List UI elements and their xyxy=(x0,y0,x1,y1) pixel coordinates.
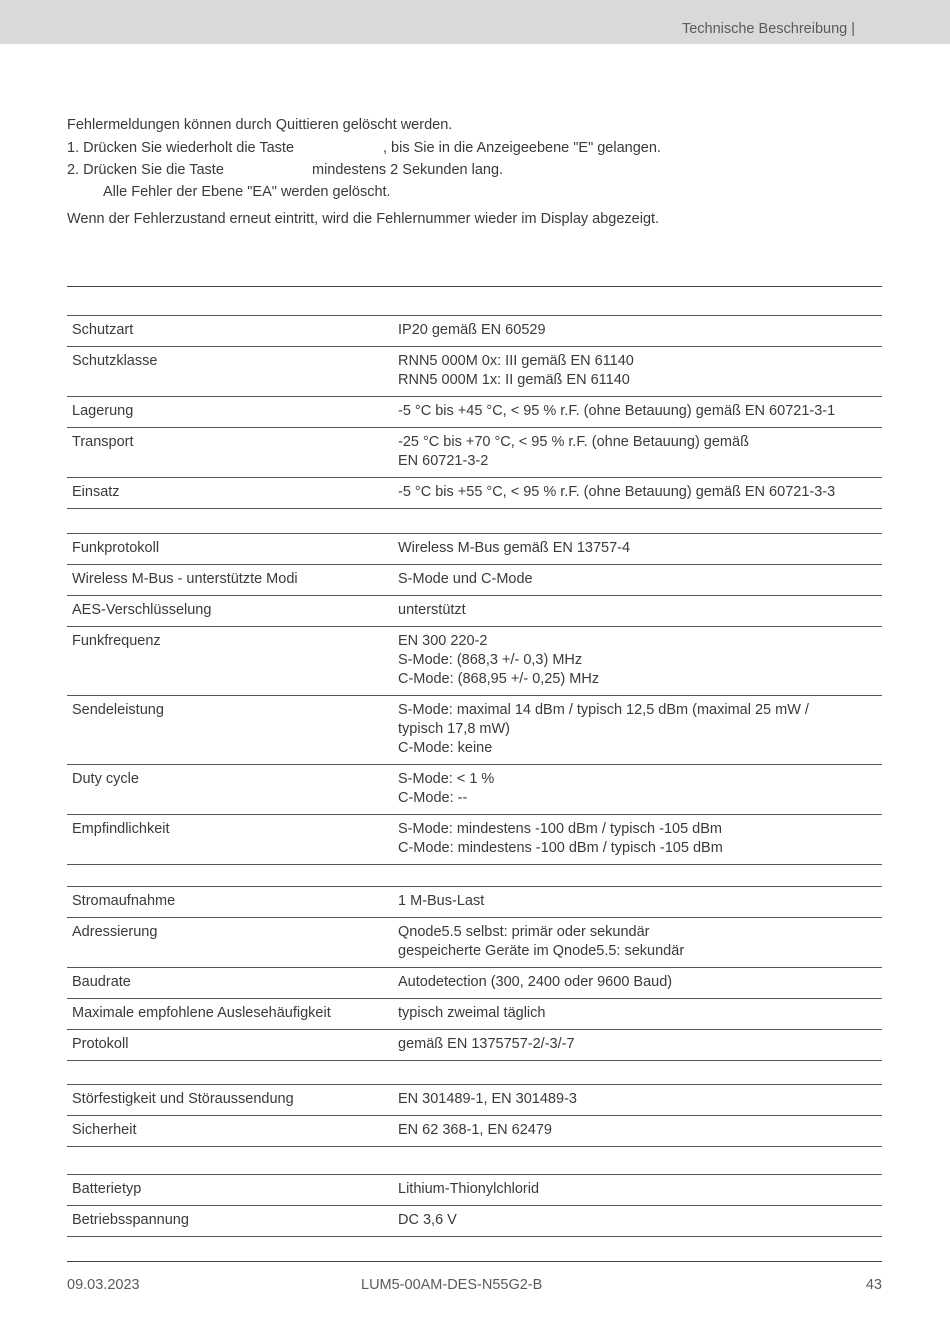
spec-label: Funkprotokoll xyxy=(67,534,393,565)
spec-row xyxy=(67,428,882,478)
spec-value xyxy=(393,534,882,565)
spec-row xyxy=(67,696,882,765)
spec-value-line: RNN5 000M 0x: III gemäß EN 61140 xyxy=(398,353,634,369)
spec-label: Störfestigkeit und Störaussendung xyxy=(67,1085,393,1116)
spec-value-line: Lithium-Thionylchlorid xyxy=(398,1181,540,1197)
spec-value xyxy=(393,815,882,865)
spec-label: Sendeleistung xyxy=(67,696,393,765)
spec-table-environment xyxy=(67,315,882,509)
spec-value xyxy=(393,765,882,815)
footer-divider xyxy=(67,1261,882,1262)
spec-label: Batterietyp xyxy=(67,1175,393,1206)
spec-value-line: -5 °C bis +55 °C, < 95 % r.F. (ohne Betauung) gemäß EN 60721-3-3 xyxy=(398,484,836,500)
spec-label: Sicherheit xyxy=(67,1116,393,1147)
footer-document-id: LUM5-00AM-DES-N55G2-B xyxy=(361,1277,543,1293)
spec-value xyxy=(393,596,882,627)
spec-value-line: gespeicherte Geräte im Qnode5.5: sekundär xyxy=(398,943,685,959)
spec-value xyxy=(393,627,882,696)
spec-value-line: RNN5 000M 1x: II gemäß EN 61140 xyxy=(398,372,630,388)
spec-value-line: EN 60721-3-2 xyxy=(398,453,489,469)
spec-value-line: IP20 gemäß EN 60529 xyxy=(398,322,546,338)
spec-label: Transport xyxy=(67,428,393,478)
spec-value xyxy=(393,316,882,347)
spec-row xyxy=(67,1116,882,1147)
step-2-result: Alle Fehler der Ebene "EA" werden gelöscht. xyxy=(103,184,391,200)
spec-label: Maximale empfohlene Auslesehäufigkeit xyxy=(67,999,393,1030)
spec-value-line: S-Mode: mindestens -100 dBm / typisch -105 dBm xyxy=(398,821,722,837)
spec-row xyxy=(67,765,882,815)
spec-value-line: EN 301489-1, EN 301489-3 xyxy=(398,1091,577,1107)
spec-table-battery xyxy=(67,1174,882,1237)
spec-value xyxy=(393,565,882,596)
spec-value-line: gemäß EN 1375757-2/-3/-7 xyxy=(398,1036,575,1052)
spec-row xyxy=(67,918,882,968)
spec-row xyxy=(67,1206,882,1237)
spec-row xyxy=(67,565,882,596)
spec-row xyxy=(67,627,882,696)
spec-value xyxy=(393,347,882,397)
spec-value-line: Autodetection (300, 2400 oder 9600 Baud) xyxy=(398,974,673,990)
spec-label: Adressierung xyxy=(67,918,393,968)
spec-value-line: S-Mode: (868,3 +/- 0,3) MHz xyxy=(398,652,583,668)
spec-value xyxy=(393,1116,882,1147)
spec-value xyxy=(393,918,882,968)
spec-value-line: Wireless M-Bus gemäß EN 13757-4 xyxy=(398,540,631,556)
spec-row xyxy=(67,968,882,999)
spec-value xyxy=(393,428,882,478)
spec-value-line: C-Mode: mindestens -100 dBm / typisch -105 dBm xyxy=(398,840,723,856)
spec-label: Wireless M-Bus - unterstützte Modi xyxy=(67,565,393,596)
spec-value-line: S-Mode und C-Mode xyxy=(398,571,533,587)
spec-table-standards xyxy=(67,1084,882,1147)
spec-row xyxy=(67,887,882,918)
spec-value-line: EN 300 220-2 xyxy=(398,633,488,649)
header-title: Technische Beschreibung | xyxy=(681,21,855,37)
spec-label: Stromaufnahme xyxy=(67,887,393,918)
spec-row xyxy=(67,478,882,509)
spec-value-line: Qnode5.5 selbst: primär oder sekundär xyxy=(398,924,650,940)
spec-row xyxy=(67,999,882,1030)
intro-note: Wenn der Fehlerzustand erneut eintritt, wird die Fehlernummer wieder im Display abgezeigt. xyxy=(67,211,660,227)
spec-table-radio xyxy=(67,533,882,865)
spec-label: Lagerung xyxy=(67,397,393,428)
spec-value-line: S-Mode: maximal 14 dBm / typisch 12,5 dBm (maximal 25 mW / xyxy=(398,702,809,718)
spec-value-line: DC 3,6 V xyxy=(398,1212,457,1228)
spec-label: Schutzklasse xyxy=(67,347,393,397)
spec-value xyxy=(393,696,882,765)
step-2-text-b: mindestens 2 Sekunden lang. xyxy=(312,162,504,178)
spec-value-line: C-Mode: -- xyxy=(398,790,468,806)
page-number: 43 xyxy=(865,1277,882,1293)
spec-label: Duty cycle xyxy=(67,765,393,815)
spec-label: Betriebsspannung xyxy=(67,1206,393,1237)
spec-value xyxy=(393,968,882,999)
spec-value-line: -5 °C bis +45 °C, < 95 % r.F. (ohne Betauung) gemäß EN 60721-3-1 xyxy=(398,403,836,419)
spec-row xyxy=(67,596,882,627)
spec-label: Baudrate xyxy=(67,968,393,999)
spec-value-line: typisch 17,8 mW) xyxy=(398,721,510,737)
spec-label: Einsatz xyxy=(67,478,393,509)
spec-row xyxy=(67,534,882,565)
spec-value-line: -25 °C bis +70 °C, < 95 % r.F. (ohne Betauung) gemäß xyxy=(398,434,749,450)
spec-value xyxy=(393,887,882,918)
footer-date: 09.03.2023 xyxy=(67,1277,140,1293)
spec-value xyxy=(393,999,882,1030)
spec-row xyxy=(67,1175,882,1206)
spec-value xyxy=(393,1175,882,1206)
spec-value-line: S-Mode: < 1 % xyxy=(398,771,495,787)
spec-table-mbus xyxy=(67,886,882,1061)
spec-row xyxy=(67,1030,882,1061)
spec-label: Funkfrequenz xyxy=(67,627,393,696)
spec-label: Protokoll xyxy=(67,1030,393,1061)
spec-row xyxy=(67,397,882,428)
spec-value-line: C-Mode: keine xyxy=(398,740,493,756)
page-header-bar xyxy=(0,0,950,44)
spec-value xyxy=(393,1085,882,1116)
spec-row xyxy=(67,347,882,397)
spec-row xyxy=(67,316,882,347)
spec-value-line: unterstützt xyxy=(398,602,466,618)
spec-label: AES-Verschlüsselung xyxy=(67,596,393,627)
spec-value-line: 1 M-Bus-Last xyxy=(398,893,485,909)
spec-value xyxy=(393,478,882,509)
spec-row xyxy=(67,815,882,865)
spec-value xyxy=(393,1206,882,1237)
spec-label: Empfindlichkeit xyxy=(67,815,393,865)
step-2-text-a: 2. Drücken Sie die Taste xyxy=(67,162,224,178)
spec-value xyxy=(393,1030,882,1061)
spec-value-line: typisch zweimal täglich xyxy=(398,1005,546,1021)
step-1-text-a: 1. Drücken Sie wiederholt die Taste xyxy=(67,140,295,156)
spec-value-line: C-Mode: (868,95 +/- 0,25) MHz xyxy=(398,671,600,687)
spec-row xyxy=(67,1085,882,1116)
spec-label: Schutzart xyxy=(67,316,393,347)
intro-paragraph: Fehlermeldungen können durch Quittieren gelöscht werden. xyxy=(67,117,453,133)
step-1-text-b: , bis Sie in die Anzeigeebene "E" gelangen. xyxy=(383,140,661,156)
spec-value xyxy=(393,397,882,428)
spec-value-line: EN 62 368-1, EN 62479 xyxy=(398,1122,552,1138)
section-divider xyxy=(67,286,882,287)
